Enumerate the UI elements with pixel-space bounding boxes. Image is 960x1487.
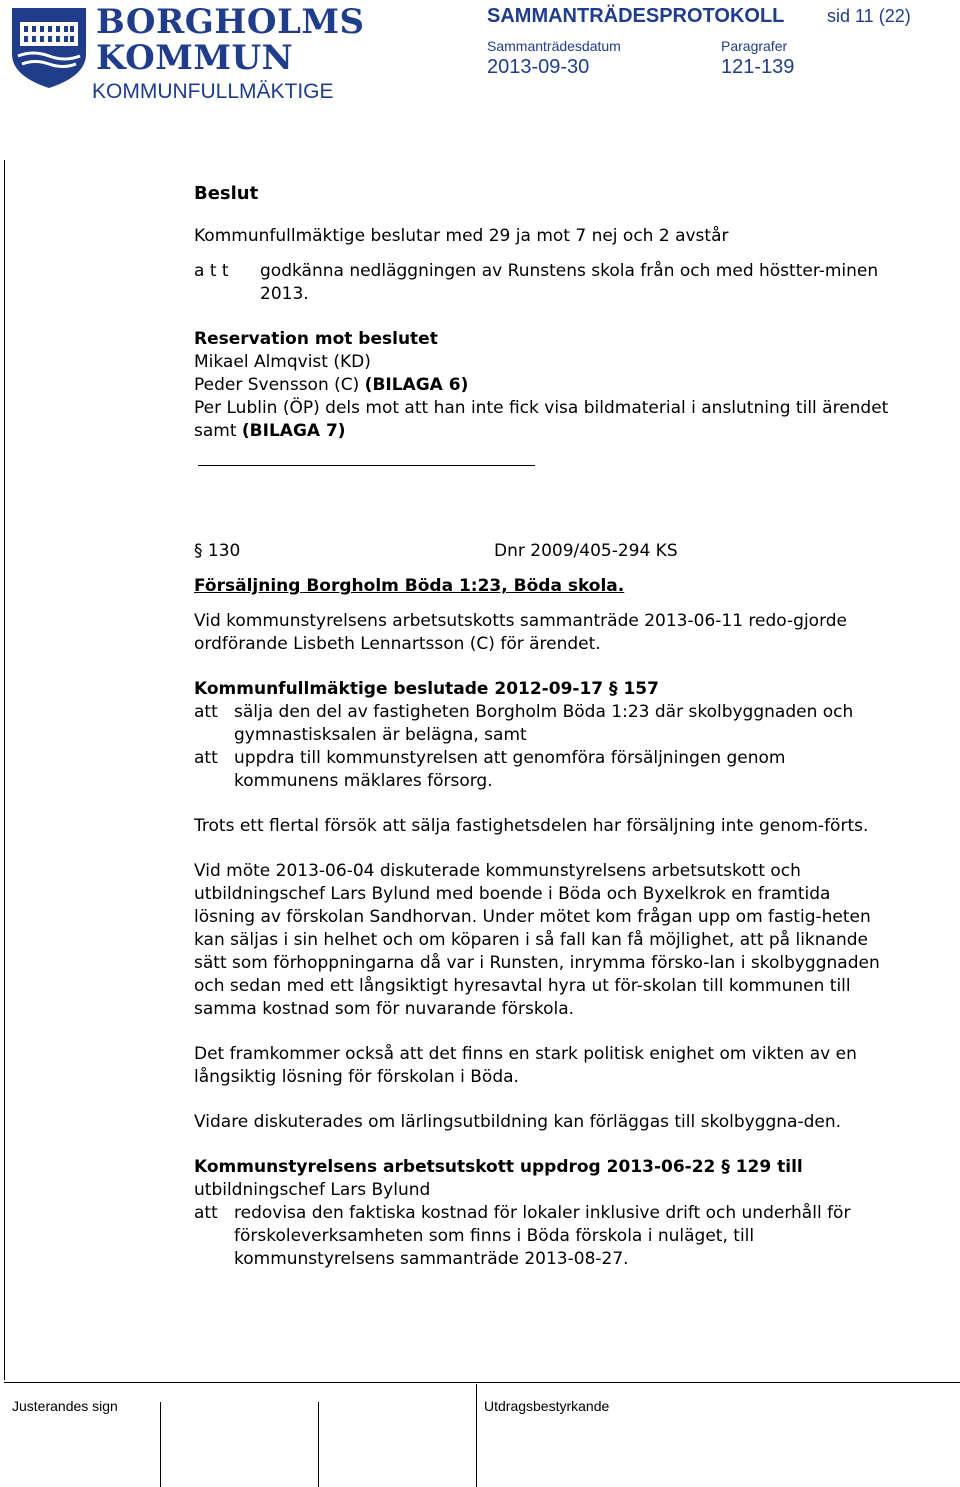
- item-paragraph-5: Vidare diskuterades om lärlingsutbildning kan förläggas till skolbyggna-den.: [194, 1112, 842, 1132]
- footer-extract-label: Utdragsbestyrkande: [484, 1398, 610, 1414]
- beslut-heading: Beslut: [194, 183, 259, 204]
- signature-box-divider: [318, 1402, 319, 1487]
- footer-sign-label: Justerandes sign: [12, 1398, 118, 1414]
- date-value: 2013-09-30: [487, 56, 590, 78]
- paragraphs-label: Paragrafer: [721, 38, 788, 54]
- protocol-body: [194, 182, 894, 1271]
- decision-section-ref: § 157: [609, 679, 659, 699]
- reservation-line-3: Per Lublin (ÖP) dels mot att han inte fick visa bildmaterial i anslutning till ärendet samt (BILAGA 7): [194, 398, 889, 441]
- item-title: Försäljning Borgholm Böda 1:23, Böda skola.: [194, 576, 625, 596]
- decision-att-2: att uppdra till kommunstyrelsen att genomföra försäljningen genom kommunens mäklares försorg.: [194, 748, 786, 791]
- decision-heading: Kommunfullmäktige beslutade 2012-09-17 § 157: [194, 679, 659, 699]
- reservation-line-1: Mikael Almqvist (KD): [194, 352, 371, 372]
- item-paragraph-1: Vid kommunstyrelsens arbetsutskotts sammanträde 2013-06-11 redo-gjorde ordförande Lisbeth Lennartsson (C) för ärendet.: [194, 611, 848, 654]
- item-paragraph-3: Vid möte 2013-06-04 diskuterade kommunstyrelsens arbetsutskott och utbildningschef Lars Bylund med boende i Böda och Byxelkrok en framtida lösning av förskolan Sandhorvan. Under mötet kom frågan upp om fastig-heten kan säljas i sin helhet och om köparen i så fall kan få möjlighet, att på liknande sätt som förhoppningarna då var i Runsten, inrymma försko-lan i skolbyggnaden och sedan med ett långsiktigt hyresavtal hyra ut för-skolan till kommunen till samma kostnad som för nuvarande förskola.: [194, 861, 880, 1019]
- assignment-att: att redovisa den faktiska kostnad för lokaler inklusive drift och underhåll för förskoleverksamheten som finns i Böda förskola i nuläget, till kommunstyrelsens sammanträde 2013-08-27.: [194, 1203, 851, 1269]
- paragraphs-value: 121-139: [721, 56, 795, 78]
- assignment-section-ref: § 129 till: [721, 1157, 803, 1177]
- brand-name-line1: BORGHOLMS: [96, 2, 365, 42]
- assignment-recipient: utbildningschef Lars Bylund: [194, 1180, 431, 1200]
- municipality-logo: [8, 4, 90, 90]
- section-sign: §: [194, 541, 203, 561]
- assignment-heading: Kommunstyrelsens arbetsutskott uppdrog 2013-06-22 § 129 till: [194, 1157, 803, 1177]
- beslut-intro: Kommunfullmäktige beslutar med 29 ja mot 7 nej och 2 avstår: [194, 226, 729, 246]
- protocol-title: SAMMANTRÄDESPROTOKOLL: [487, 5, 785, 27]
- bilaga-6-ref: (BILAGA 6): [364, 375, 469, 395]
- bilaga-7-ref: (BILAGA 7): [241, 421, 346, 441]
- reservation-heading: Reservation mot beslutet: [194, 329, 438, 349]
- decision-att-1: att sälja den del av fastigheten Borgholm Böda 1:23 där skolbyggnaden och gymnastisksalen är belägna, samt: [194, 702, 854, 745]
- date-label: Sammanträdesdatum: [487, 38, 621, 54]
- brand-name-line2: KOMMUN: [96, 38, 294, 78]
- organ-name: KOMMUNFULLMÄKTIGE: [92, 80, 334, 103]
- att-text: godkänna nedläggningen av Runstens skola från och med höstter-minen 2013.: [260, 261, 879, 304]
- att-label: a t t: [194, 261, 229, 281]
- page-number: sid 11 (22): [827, 6, 911, 26]
- reservation-line-2: Peder Svensson (C) (BILAGA 6): [194, 375, 469, 395]
- item-paragraph-2: Trots ett flertal försök att sälja fastighetsdelen har försäljning inte genom-förts.: [194, 816, 869, 836]
- left-margin-rule: [4, 160, 5, 1380]
- signature-box-divider: [160, 1402, 161, 1487]
- footer-column-divider: [476, 1384, 477, 1487]
- item-number: 130: [207, 541, 241, 561]
- dnr: Dnr 2009/405-294 KS: [494, 541, 678, 561]
- beslut-att-clause: [194, 260, 894, 306]
- footer-rule: [4, 1382, 960, 1383]
- item-paragraph-4: Det framkommer också att det finns en stark politisk enighet om vikten av en långsiktig lösning för förskolan i Böda.: [194, 1044, 857, 1087]
- item-130-header: [194, 540, 894, 563]
